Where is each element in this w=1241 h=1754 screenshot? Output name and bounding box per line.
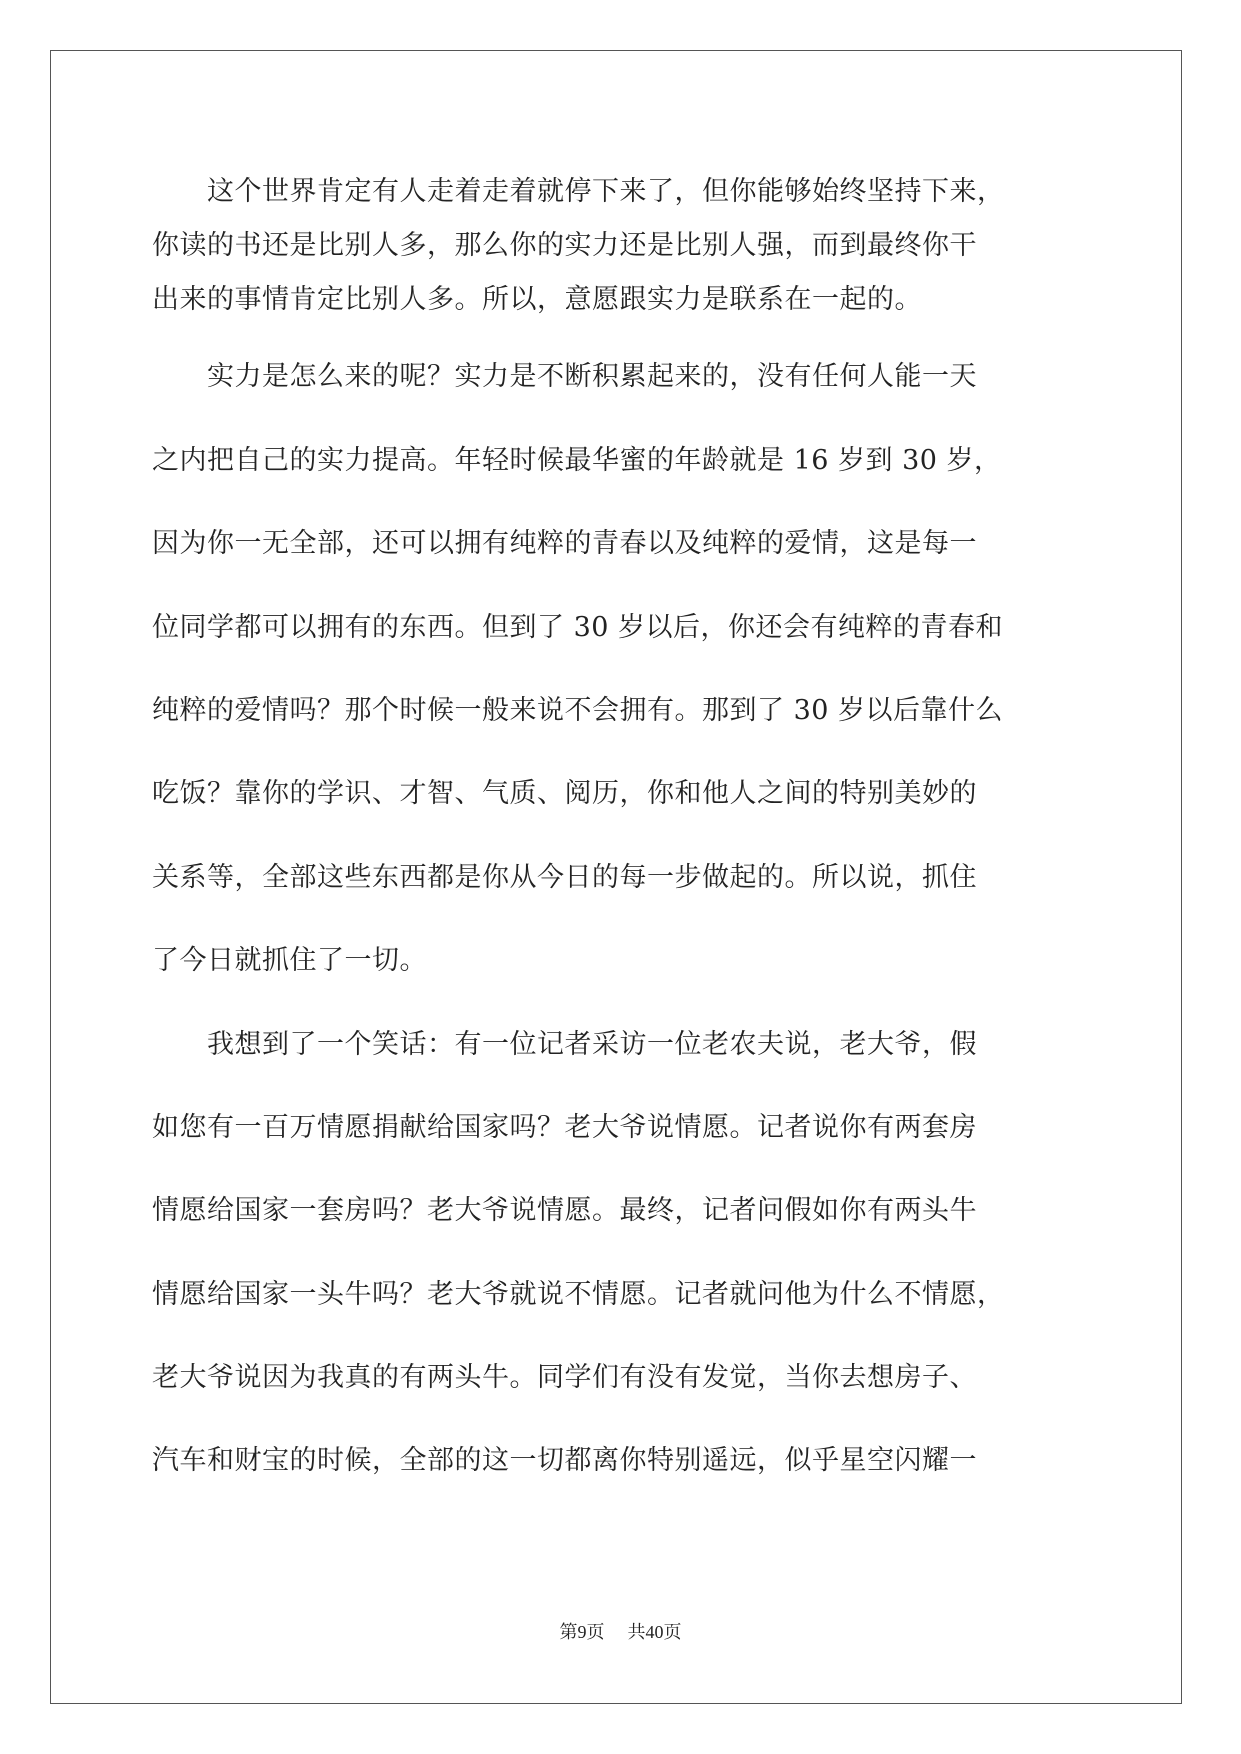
text-line: 这个世界肯定有人走着走着就停下来了，但你能够始终坚持下来， [152,176,1005,207]
text-line: 老大爷说因为我真的有两头牛。同学们有没有发觉，当你去想房子、 [152,1362,977,1393]
text-line: 出来的事情肯定比别人多。所以，意愿跟实力是联系在一起的。 [152,284,922,315]
page-current: 9 [577,1622,587,1642]
text-line: 汽车和财宝的时候，全部的这一切都离你特别遥远，似乎星空闪耀一 [152,1445,977,1476]
text-line: 因为你一无全部，还可以拥有纯粹的青春以及纯粹的爱情，这是每一 [152,528,977,559]
text-line: 我想到了一个笑话：有一位记者采访一位老农夫说，老大爷，假 [152,1029,977,1060]
page-total: 40 [645,1622,664,1642]
text-line: 了今日就抓住了一切。 [152,945,427,976]
page-footer [0,1618,1241,1644]
text-line: 如您有一百万情愿捐献给国家吗？老大爷说情愿。记者说你有两套房 [152,1112,977,1143]
text-line: 你读的书还是比别人多，那么你的实力还是比别人强，而到最终你干 [152,230,977,261]
text-line: 之内把自己的实力提高。年轻时候最华蜜的年龄就是 16 岁到 30 岁， [152,445,1002,476]
text-line: 实力是怎么来的呢？实力是不断积累起来的，没有任何人能一天 [152,361,977,392]
text-line: 吃饭？靠你的学识、才智、气质、阅历，你和他人之间的特别美妙的 [152,778,977,809]
text-line: 纯粹的爱情吗？那个时候一般来说不会拥有。那到了 30 岁以后靠什么 [152,695,1004,726]
total-unit: 页 [663,1622,682,1643]
page-prefix: 第 [559,1622,578,1643]
text-line: 位同学都可以拥有的东西。但到了 30 岁以后，你还会有纯粹的青春和 [152,612,1004,643]
text-line: 情愿给国家一头牛吗？老大爷就说不情愿。记者就问他为什么不情愿， [152,1279,1005,1310]
total-prefix: 共 [627,1622,646,1643]
text-line: 关系等，全部这些东西都是你从今日的每一步做起的。所以说，抓住 [152,862,977,893]
page-unit: 页 [586,1622,605,1643]
text-line: 情愿给国家一套房吗？老大爷说情愿。最终，记者问假如你有两头牛 [152,1195,977,1226]
